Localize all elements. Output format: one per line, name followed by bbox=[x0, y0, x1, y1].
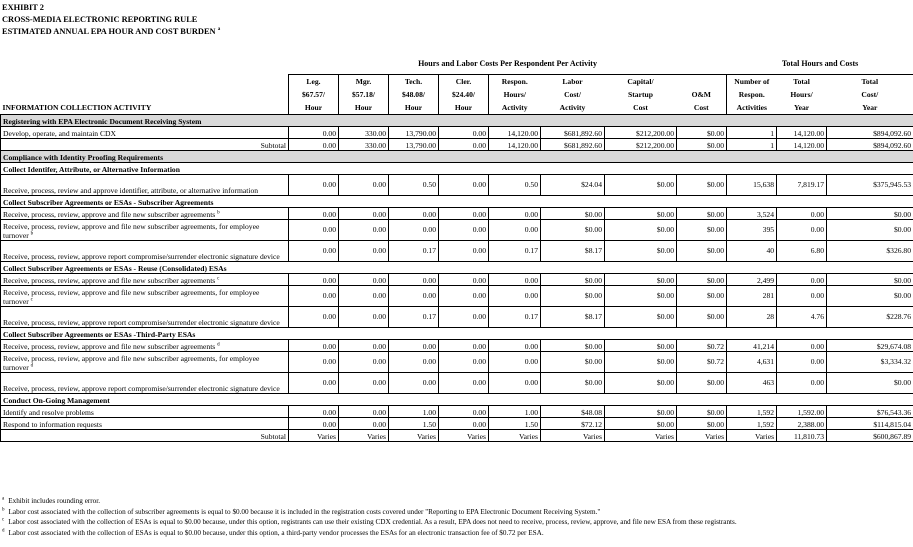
exhibit-rule: CROSS-MEDIA ELECTRONIC REPORTING RULE bbox=[2, 15, 198, 24]
footnote bbox=[2, 517, 737, 528]
table-cell: 3,524 bbox=[727, 207, 777, 219]
table-cell: $0.00 bbox=[605, 174, 677, 195]
table-cell: $0.00 bbox=[827, 273, 913, 285]
table-cell: 0.00 bbox=[289, 417, 339, 429]
table-cell: 0.00 bbox=[289, 219, 339, 240]
table-cell: $0.00 bbox=[541, 219, 605, 240]
table-cell: Varies bbox=[339, 429, 389, 441]
row-label bbox=[1, 372, 289, 393]
table-cell: $72.12 bbox=[541, 417, 605, 429]
table-cell: 0.17 bbox=[389, 240, 439, 261]
row-label-text: Identify and resolve problems bbox=[3, 407, 94, 417]
table-cell: 1.00 bbox=[489, 405, 541, 417]
table-cell: $0.00 bbox=[605, 372, 677, 393]
section-header: Compliance with Identity Proofing Requirements bbox=[1, 150, 913, 162]
table-cell: $24.04 bbox=[541, 174, 605, 195]
table-cell: 0.50 bbox=[389, 174, 439, 195]
table-cell: $114,815.04 bbox=[827, 417, 913, 429]
table-cell: 0.00 bbox=[339, 339, 389, 351]
table-cell: 0.00 bbox=[777, 339, 827, 351]
table-cell: $0.00 bbox=[605, 240, 677, 261]
table-cell: 0.00 bbox=[289, 273, 339, 285]
table-row-subtotal bbox=[1, 138, 913, 150]
table-cell: 40 bbox=[727, 240, 777, 261]
row-footnote-mark: d bbox=[217, 341, 220, 347]
table-cell: 0.00 bbox=[489, 285, 541, 306]
group-header-totals: Total Hours and Costs bbox=[781, 59, 859, 68]
footnote-mark: d bbox=[2, 528, 5, 534]
burden-table bbox=[0, 56, 913, 442]
table-cell: $212,200.00 bbox=[605, 126, 677, 138]
table-cell: 0.00 bbox=[289, 306, 339, 327]
table-cell: Varies bbox=[289, 429, 339, 441]
group-header-row bbox=[1, 56, 913, 68]
table-cell: 0.00 bbox=[439, 285, 489, 306]
table-row bbox=[1, 273, 913, 285]
table-cell: 0.00 bbox=[289, 174, 339, 195]
table-cell: 0.00 bbox=[339, 306, 389, 327]
column-header-respon: Respon. Hours/ Activity bbox=[489, 74, 541, 114]
table-cell: $894,092.60 bbox=[827, 138, 913, 150]
footnotes bbox=[2, 496, 737, 538]
table-cell: $48.08 bbox=[541, 405, 605, 417]
table-cell: $0.00 bbox=[605, 351, 677, 372]
table-cell: $0.00 bbox=[605, 339, 677, 351]
table-cell: 4,631 bbox=[727, 351, 777, 372]
footnote bbox=[2, 496, 737, 507]
table-cell: 2,499 bbox=[727, 273, 777, 285]
table-cell: 0.00 bbox=[489, 372, 541, 393]
row-label-text: Receive, process, review, approve and file new subscriber agreements bbox=[3, 275, 216, 285]
table-row-subtotal bbox=[1, 429, 913, 441]
table-cell: 0.00 bbox=[777, 207, 827, 219]
table-cell: 0.00 bbox=[439, 273, 489, 285]
row-label bbox=[1, 240, 289, 261]
table-cell: $0.00 bbox=[605, 273, 677, 285]
table-cell: 330.00 bbox=[339, 126, 389, 138]
table-cell: 0.00 bbox=[439, 174, 489, 195]
table-row bbox=[1, 126, 913, 138]
table-cell: 0.00 bbox=[777, 285, 827, 306]
table-cell: 11,810.73 bbox=[777, 429, 827, 441]
table-cell: 0.00 bbox=[339, 174, 389, 195]
table-cell: 41,214 bbox=[727, 339, 777, 351]
table-cell: 0.00 bbox=[339, 240, 389, 261]
column-header-mgr: Mgr. $57.18/ Hour bbox=[339, 74, 389, 114]
table-cell: 0.00 bbox=[489, 351, 541, 372]
table-cell: $0.72 bbox=[677, 339, 727, 351]
row-label-text: Receive, process, review, approve report compromise/surrender electronic signature device bbox=[3, 317, 280, 327]
row-footnote-mark: d bbox=[30, 362, 34, 368]
table-cell: $0.00 bbox=[827, 207, 913, 219]
table-row bbox=[1, 219, 913, 240]
table-cell: 0.00 bbox=[339, 372, 389, 393]
table-cell: 0.00 bbox=[289, 207, 339, 219]
footnote-mark: c bbox=[2, 517, 5, 523]
table-cell: $0.00 bbox=[541, 285, 605, 306]
table-cell: 1.00 bbox=[389, 405, 439, 417]
table-cell: Varies bbox=[439, 429, 489, 441]
column-header-num: Number of Respon. Activities bbox=[727, 74, 777, 114]
table-cell: 6.80 bbox=[777, 240, 827, 261]
table-cell: 1 bbox=[727, 126, 777, 138]
footnote-mark: b bbox=[2, 507, 5, 513]
footnote-text: Labor cost associated with the collection of ESAs is equal to $0.00 because, under this option, registrants can use their existing CDX credential. As a result, EPA does not need to receive, process, review, approve, and file new ESA from these registrants. bbox=[8, 518, 737, 526]
footnote-text: Labor cost associated with the collection of subscriber agreements is equal to $0.00 because it is included in the registration costs covered under "Reporting to EPA Electronic Document Receiving System." bbox=[8, 507, 601, 516]
table-cell: 0.00 bbox=[389, 273, 439, 285]
row-label bbox=[1, 306, 289, 327]
row-label bbox=[1, 351, 289, 372]
table-row bbox=[1, 285, 913, 306]
column-header-totalhours: Total Hours/ Year bbox=[777, 74, 827, 114]
table-cell: $375,945.53 bbox=[827, 174, 913, 195]
table-cell: 0.00 bbox=[389, 339, 439, 351]
table-cell: $0.00 bbox=[541, 273, 605, 285]
table-cell: 0.00 bbox=[289, 126, 339, 138]
table-cell: $0.00 bbox=[677, 285, 727, 306]
table-cell: Varies bbox=[489, 429, 541, 441]
column-header-om: O&M Cost bbox=[677, 74, 727, 114]
table-cell: 0.00 bbox=[339, 405, 389, 417]
column-header-capital: Capital/ Startup Cost bbox=[605, 74, 677, 114]
column-header-cler: Cler. $24.40/ Hour bbox=[439, 74, 489, 114]
table-cell: $0.00 bbox=[541, 207, 605, 219]
table-cell: 4.76 bbox=[777, 306, 827, 327]
table-cell: 0.17 bbox=[489, 240, 541, 261]
table-cell: $0.00 bbox=[677, 306, 727, 327]
table-cell: $0.00 bbox=[677, 417, 727, 429]
row-label bbox=[1, 417, 289, 429]
table-cell: 0.00 bbox=[339, 273, 389, 285]
table-cell: 0.00 bbox=[339, 351, 389, 372]
row-label-text: Receive, process, review, approve and file new subscriber agreements, for employee turnover bbox=[3, 287, 260, 306]
exhibit-title-note: a bbox=[217, 27, 221, 33]
table-cell: 0.00 bbox=[489, 273, 541, 285]
column-header-labor: Labor Cost/ Activity bbox=[541, 74, 605, 114]
table-cell: 1,592.00 bbox=[777, 405, 827, 417]
table-cell: 0.00 bbox=[389, 372, 439, 393]
table-cell: $894,092.60 bbox=[827, 126, 913, 138]
footnote-mark: a bbox=[2, 496, 5, 502]
table-cell: 0.00 bbox=[439, 219, 489, 240]
table-cell: $212,200.00 bbox=[605, 138, 677, 150]
table-cell: $0.00 bbox=[677, 273, 727, 285]
row-label-text: Receive, process, review, approve and file new subscriber agreements, for employee turnover bbox=[3, 221, 260, 240]
table-cell: 395 bbox=[727, 219, 777, 240]
table-cell: 0.00 bbox=[777, 273, 827, 285]
column-header-row bbox=[1, 74, 913, 114]
table-cell: 0.00 bbox=[389, 219, 439, 240]
table-row bbox=[1, 351, 913, 372]
table-cell: 0.00 bbox=[289, 240, 339, 261]
table-row bbox=[1, 207, 913, 219]
row-label bbox=[1, 405, 289, 417]
row-label-text: Receive, process, review, approve and file new subscriber agreements, for employee turnover bbox=[3, 353, 260, 372]
table-cell: 0.00 bbox=[489, 219, 541, 240]
footnote-text: Exhibit includes rounding error. bbox=[8, 497, 101, 505]
table-cell: 0.17 bbox=[389, 306, 439, 327]
row-footnote-mark: b bbox=[30, 230, 34, 236]
table-row bbox=[1, 240, 913, 261]
subsection-header: Collect Subscriber Agreements or ESAs - Subscriber Agreements bbox=[1, 195, 913, 207]
table-cell: 0.00 bbox=[339, 207, 389, 219]
table-row bbox=[1, 306, 913, 327]
table-cell: 0.00 bbox=[439, 207, 489, 219]
subtotal-label: Subtotal bbox=[1, 429, 289, 441]
table-cell: 0.00 bbox=[439, 372, 489, 393]
table-cell: 0.00 bbox=[289, 138, 339, 150]
exhibit-title-text: ESTIMATED ANNUAL EPA HOUR AND COST BURDEN bbox=[2, 27, 216, 36]
table-cell: 14,120.00 bbox=[777, 126, 827, 138]
table-cell: $76,543.36 bbox=[827, 405, 913, 417]
table-cell: 0.00 bbox=[439, 351, 489, 372]
table-cell: $0.00 bbox=[677, 174, 727, 195]
subsection-header: Collect Subscriber Agreements or ESAs -Third-Party ESAs bbox=[1, 327, 913, 339]
table-cell: Varies bbox=[605, 429, 677, 441]
table-cell: 15,638 bbox=[727, 174, 777, 195]
table-cell: $0.00 bbox=[605, 306, 677, 327]
table-cell: 2,388.00 bbox=[777, 417, 827, 429]
row-label bbox=[1, 273, 289, 285]
table-cell: $0.00 bbox=[605, 219, 677, 240]
table-cell: 0.00 bbox=[289, 405, 339, 417]
table-cell: 0.00 bbox=[439, 138, 489, 150]
table-cell: 281 bbox=[727, 285, 777, 306]
table-cell: Varies bbox=[727, 429, 777, 441]
footnote bbox=[2, 528, 737, 539]
table-cell: $0.00 bbox=[541, 351, 605, 372]
table-cell: 0.00 bbox=[289, 339, 339, 351]
table-cell: 0.00 bbox=[777, 372, 827, 393]
section-header: Registering with EPA Electronic Document Receiving System bbox=[1, 114, 913, 126]
row-label-text: Receive, process, review, approve and file new subscriber agreements bbox=[3, 341, 216, 351]
table-cell: $8.17 bbox=[541, 240, 605, 261]
exhibit-title bbox=[2, 27, 220, 37]
table-cell: $0.00 bbox=[677, 240, 727, 261]
table-cell: 0.00 bbox=[777, 219, 827, 240]
table-cell: $0.00 bbox=[677, 219, 727, 240]
row-label bbox=[1, 219, 289, 240]
table-cell: 14,120.00 bbox=[489, 126, 541, 138]
table-cell: $0.00 bbox=[605, 207, 677, 219]
row-label-text: Receive, process, review and approve identifier, attribute, or alternative information bbox=[3, 185, 259, 195]
table-cell: $0.72 bbox=[677, 351, 727, 372]
table-cell: $681,892.60 bbox=[541, 126, 605, 138]
footnote bbox=[2, 507, 737, 518]
column-header-activity: INFORMATION COLLECTION ACTIVITY bbox=[1, 74, 289, 114]
table-cell: 0.00 bbox=[389, 207, 439, 219]
table-cell: 0.00 bbox=[389, 285, 439, 306]
column-header-tech: Tech. $48.08/ Hour bbox=[389, 74, 439, 114]
table-cell: Varies bbox=[677, 429, 727, 441]
subsection-header: Collect Subscriber Agreements or ESAs - Reuse (Consolidated) ESAs bbox=[1, 261, 913, 273]
table-cell: 0.00 bbox=[289, 285, 339, 306]
table-cell: 0.00 bbox=[289, 351, 339, 372]
table-cell: 0.00 bbox=[439, 240, 489, 261]
table-cell: $228.76 bbox=[827, 306, 913, 327]
table-cell: 0.00 bbox=[389, 351, 439, 372]
table-cell: 0.00 bbox=[339, 219, 389, 240]
footnote-text: Labor cost associated with the collection of ESAs is equal to $0.00 because, under this option, a third-party vendor processes the ESAs for an electronic transaction fee of $0.72 per ESA. bbox=[8, 528, 544, 537]
table-cell: 13,790.00 bbox=[389, 126, 439, 138]
row-label bbox=[1, 339, 289, 351]
table-cell: $0.00 bbox=[827, 219, 913, 240]
row-label bbox=[1, 126, 289, 138]
table-cell: 14,120.00 bbox=[489, 138, 541, 150]
table-cell: 1.50 bbox=[389, 417, 439, 429]
table-cell: $326.80 bbox=[827, 240, 913, 261]
table-cell: $0.00 bbox=[677, 372, 727, 393]
table-cell: 13,790.00 bbox=[389, 138, 439, 150]
row-label bbox=[1, 207, 289, 219]
table-cell: $0.00 bbox=[827, 285, 913, 306]
table-cell: $0.00 bbox=[541, 372, 605, 393]
table-cell: 0.00 bbox=[777, 351, 827, 372]
table-cell: Varies bbox=[389, 429, 439, 441]
table-cell: 1.50 bbox=[489, 417, 541, 429]
table-cell: 28 bbox=[727, 306, 777, 327]
table-cell: $0.00 bbox=[677, 207, 727, 219]
table-cell: $0.00 bbox=[605, 405, 677, 417]
table-cell: $0.00 bbox=[605, 417, 677, 429]
table-cell: 0.00 bbox=[439, 306, 489, 327]
row-label-text: Receive, process, review, approve and file new subscriber agreements bbox=[3, 209, 216, 219]
table-row bbox=[1, 174, 913, 195]
subsection-header: Collect Identifer, Attribute, or Alternative Information bbox=[1, 162, 913, 174]
table-cell: 0.00 bbox=[439, 339, 489, 351]
exhibit-number: EXHIBIT 2 bbox=[2, 3, 44, 12]
table-cell: $3,334.32 bbox=[827, 351, 913, 372]
row-label-text: Receive, process, review, approve report compromise/surrender electronic signature device bbox=[3, 383, 280, 393]
column-header-leg: Leg. $67.57/ Hour bbox=[289, 74, 339, 114]
table-cell: 7,819.17 bbox=[777, 174, 827, 195]
row-label-text: Respond to information requests bbox=[3, 419, 102, 429]
table-cell: 14,120.00 bbox=[777, 138, 827, 150]
row-footnote-mark: b bbox=[217, 209, 220, 215]
table-cell: 0.00 bbox=[489, 207, 541, 219]
row-label bbox=[1, 285, 289, 306]
table-row bbox=[1, 339, 913, 351]
table-cell: 1,592 bbox=[727, 417, 777, 429]
table-cell: 330.00 bbox=[339, 138, 389, 150]
table-row bbox=[1, 405, 913, 417]
table-cell: $0.00 bbox=[827, 372, 913, 393]
table-row bbox=[1, 372, 913, 393]
table-cell: $0.00 bbox=[541, 339, 605, 351]
row-label-text: Develop, operate, and maintain CDX bbox=[3, 128, 117, 138]
subtotal-label: Subtotal bbox=[1, 138, 289, 150]
table-cell: 0.50 bbox=[489, 174, 541, 195]
table-cell: Varies bbox=[541, 429, 605, 441]
table-cell: 0.00 bbox=[339, 417, 389, 429]
table-cell: 1,592 bbox=[727, 405, 777, 417]
table-cell: 0.17 bbox=[489, 306, 541, 327]
row-label-text: Receive, process, review, approve report compromise/surrender electronic signature device bbox=[3, 251, 280, 261]
table-cell: 1 bbox=[727, 138, 777, 150]
table-cell: $0.00 bbox=[677, 405, 727, 417]
column-header-totalcost: Total Cost/ Year bbox=[827, 74, 913, 114]
table-cell: 0.00 bbox=[339, 285, 389, 306]
table-cell: $0.00 bbox=[605, 285, 677, 306]
group-header-per-respondent: Hours and Labor Costs Per Respondent Per Activity bbox=[418, 59, 597, 68]
table-cell: $0.00 bbox=[677, 138, 727, 150]
table-cell: 463 bbox=[727, 372, 777, 393]
table-cell: $0.00 bbox=[677, 126, 727, 138]
table-cell: 0.00 bbox=[289, 372, 339, 393]
row-label bbox=[1, 174, 289, 195]
table-cell: $600,867.89 bbox=[827, 429, 913, 441]
table-cell: 0.00 bbox=[439, 417, 489, 429]
row-footnote-mark: c bbox=[30, 296, 33, 302]
table-cell: 0.00 bbox=[439, 126, 489, 138]
table-row bbox=[1, 417, 913, 429]
table-cell: 0.00 bbox=[439, 405, 489, 417]
table-cell: $8.17 bbox=[541, 306, 605, 327]
table-cell: $681,892.60 bbox=[541, 138, 605, 150]
row-footnote-mark: c bbox=[217, 275, 220, 281]
table-cell: 0.00 bbox=[489, 339, 541, 351]
subsection-header: Conduct On-Going Management bbox=[1, 393, 913, 405]
table-cell: $29,674.08 bbox=[827, 339, 913, 351]
